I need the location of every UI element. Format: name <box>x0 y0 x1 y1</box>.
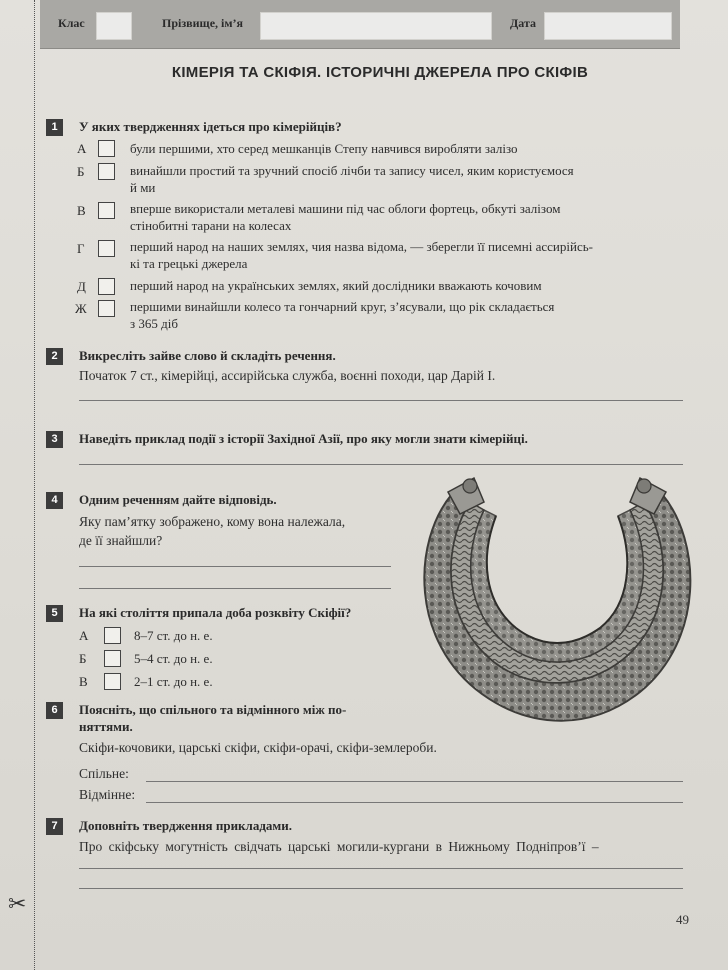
q5-option-a-checkbox[interactable] <box>104 627 121 644</box>
q1-option-zh-text-line1: першими винайшли колесо та гончарний круг, з’ясували, що рік складається <box>130 299 555 314</box>
q1-option-h-text-line2: кі та грецькі джерела <box>130 256 248 271</box>
q5-option-a-text: 8–7 ст. до н. е. <box>134 628 213 643</box>
date-field[interactable] <box>544 12 672 40</box>
question-6-text-line2: няттями. <box>79 719 133 734</box>
q1-option-zh-checkbox[interactable] <box>98 300 115 317</box>
q5-option-b-text: 5–4 ст. до н. е. <box>134 651 213 666</box>
q1-option-h-text-line1: перший народ на наших землях, чия назва відома, — зберегли її писемні ассирійсь- <box>130 239 593 254</box>
difference-answer-line[interactable] <box>146 802 683 803</box>
q1-option-d-text: перший народ на українських землях, який дослідники вважають кочовим <box>130 278 542 293</box>
page-title: КІМЕРІЯ ТА СКІФІЯ. ІСТОРИЧНІ ДЖЕРЕЛА ПРО СКІФІВ <box>171 64 589 81</box>
question-7-text: Доповніть твердження прикладами. <box>79 818 293 833</box>
q5-option-b-checkbox[interactable] <box>104 650 121 667</box>
name-field[interactable] <box>260 12 492 40</box>
scissors-icon: ✂ <box>8 892 27 917</box>
question-4-body-line1: Яку пам’ятку зображено, кому вона належала, <box>79 514 346 529</box>
q1-option-b-text-line1: винайшли простий та зручний спосіб лічби та запису чисел, яким користуємося <box>130 163 574 178</box>
q1-option-v-text-line2: стінобитні тарани на колесах <box>130 218 292 233</box>
q1-option-v-text-line1: вперше використали металеві машини під час облоги фортець, обкуті залізом <box>130 201 561 216</box>
answer-line[interactable] <box>79 868 683 869</box>
q1-option-zh-text-line2: з 365 діб <box>130 316 178 331</box>
page-number: 49 <box>676 912 689 927</box>
q1-option-d-letter: Д <box>77 279 86 294</box>
class-label: Клас <box>58 16 85 30</box>
question-7-body: Про скіфську могутність свідчать царські могили-кургани в Нижньому Подніпров’ї – <box>79 839 599 854</box>
answer-line[interactable] <box>79 888 683 889</box>
question-7-number: 7 <box>46 818 63 835</box>
question-2-body: Початок 7 ст., кімерійці, ассирійська служба, воєнні походи, цар Дарій І. <box>79 368 496 383</box>
common-label: Спільне: <box>79 766 129 781</box>
common-answer-line[interactable] <box>146 781 683 782</box>
student-info-header <box>40 0 680 49</box>
scythian-pectoral-illustration <box>412 472 702 728</box>
answer-line[interactable] <box>79 588 391 589</box>
question-1-text: У яких твердженнях ідеться про кімерійців? <box>79 119 342 134</box>
q5-option-v-letter: В <box>79 674 88 689</box>
question-1-number: 1 <box>46 119 63 136</box>
name-label: Прізвище, ім’я <box>162 16 244 30</box>
question-4-number: 4 <box>46 492 63 509</box>
q5-option-v-checkbox[interactable] <box>104 673 121 690</box>
cut-line <box>34 0 35 970</box>
question-6-text-line1: Поясніть, що спільного та відмінного між по- <box>79 702 347 717</box>
q1-option-a-text: були першими, хто серед мешканців Степу навчився виробляти залізо <box>130 141 518 156</box>
q5-option-v-text: 2–1 ст. до н. е. <box>134 674 213 689</box>
q1-option-h-checkbox[interactable] <box>98 240 115 257</box>
question-4-body-line2: де її знайшли? <box>79 533 163 548</box>
q1-option-zh-letter: Ж <box>75 301 87 316</box>
answer-line[interactable] <box>79 566 391 567</box>
question-6-number: 6 <box>46 702 63 719</box>
q5-option-b-letter: Б <box>79 651 87 666</box>
q1-option-v-letter: В <box>77 203 86 218</box>
q1-option-b-text-line2: й ми <box>130 180 156 195</box>
question-2-number: 2 <box>46 348 63 365</box>
q1-option-a-checkbox[interactable] <box>98 140 115 157</box>
class-field[interactable] <box>96 12 132 40</box>
q1-option-b-letter: Б <box>77 164 85 179</box>
q1-option-v-checkbox[interactable] <box>98 202 115 219</box>
answer-line[interactable] <box>79 400 683 401</box>
question-4-text: Одним реченням дайте відповідь. <box>79 492 277 507</box>
question-2-text: Викресліть зайве слово й складіть речення. <box>79 348 336 363</box>
q1-option-a-letter: А <box>77 141 87 156</box>
question-3-number: 3 <box>46 431 63 448</box>
question-6-body: Скіфи-кочовики, царські скіфи, скіфи-орачі, скіфи-землероби. <box>79 740 437 755</box>
q1-option-d-checkbox[interactable] <box>98 278 115 295</box>
question-5-number: 5 <box>46 605 63 622</box>
date-label: Дата <box>510 16 536 30</box>
answer-line[interactable] <box>79 464 683 465</box>
difference-label: Відмінне: <box>79 787 136 802</box>
question-5-text: На які століття припала доба розквіту Скіфії? <box>79 605 352 620</box>
question-3-text: Наведіть приклад події з історії Західної Азії, про яку могли знати кімерійці. <box>79 431 528 446</box>
q1-option-h-letter: Г <box>77 241 85 256</box>
q5-option-a-letter: А <box>79 628 89 643</box>
q1-option-b-checkbox[interactable] <box>98 163 115 180</box>
